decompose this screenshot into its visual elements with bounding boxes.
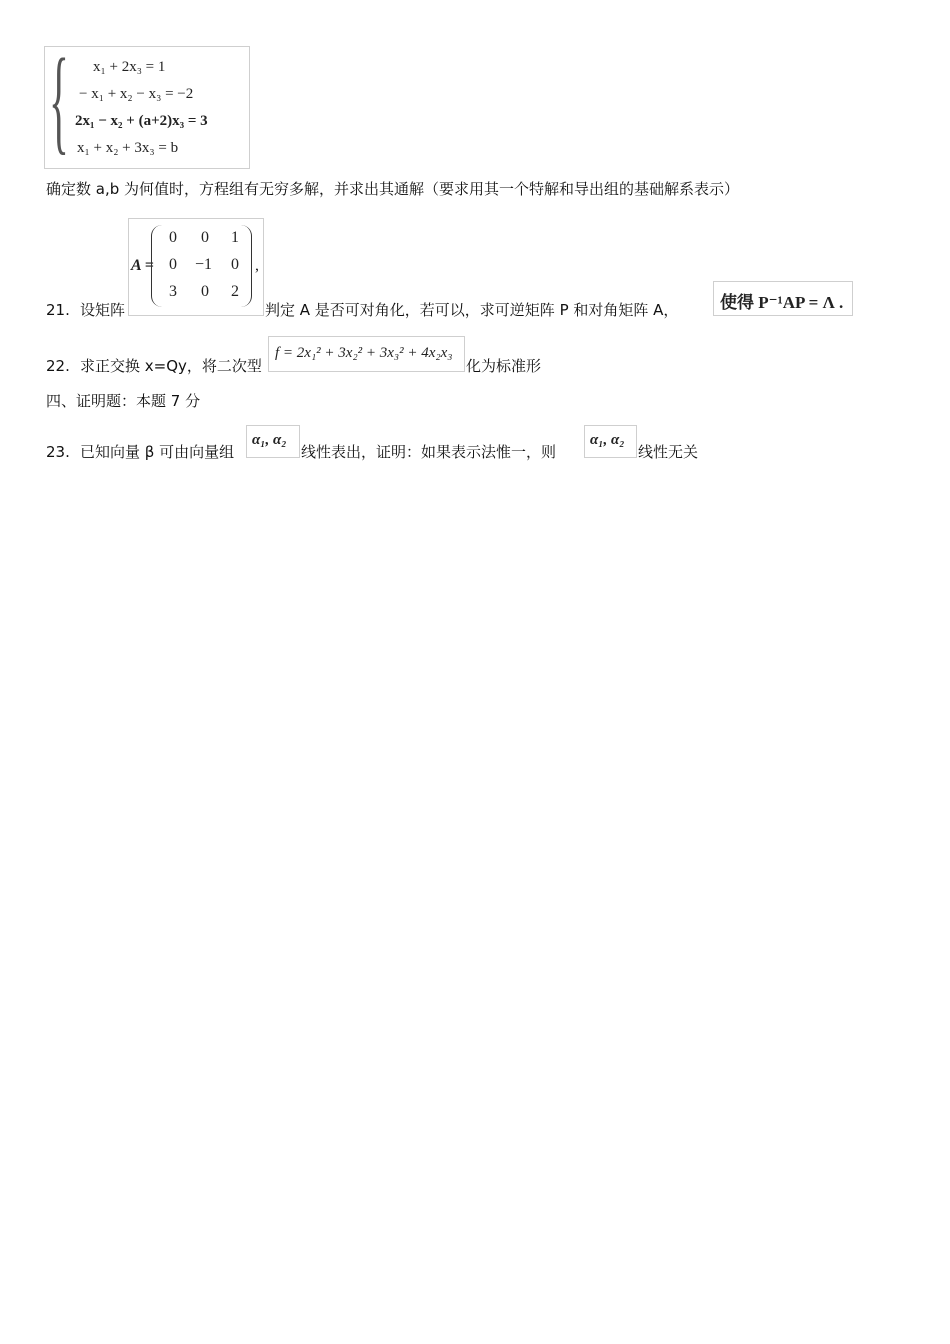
- q23-vector-1: α₁, α₂: [252, 432, 287, 448]
- left-brace: {: [49, 34, 69, 165]
- equation-system-image: [44, 34, 250, 169]
- matrix-suffix: ,: [255, 257, 259, 274]
- equation-row-1: x₁ + 2x₃ = 1: [93, 59, 166, 75]
- q23-lead: 已知向量 β 可由向量组: [80, 443, 235, 461]
- q22-number: 22.: [46, 357, 70, 375]
- q23-number: 23.: [46, 443, 70, 461]
- q23-vector-image-2: [584, 425, 637, 458]
- right-paren: [241, 225, 252, 307]
- matrix-cell-0-1: 0: [201, 229, 209, 246]
- equation-row-3: 2x₁ − x₂ + (a+2)x₃ = 3: [75, 113, 208, 129]
- left-paren: [151, 225, 162, 307]
- q22-tail: 化为标准形: [466, 357, 542, 375]
- equation-row-2: − x₁ + x₂ − x₃ = −2: [79, 86, 194, 102]
- q22-formula-image: [268, 336, 465, 372]
- matrix-cell-1-0: 0: [169, 256, 177, 273]
- q20-text: 确定数 a,b 为何值时，方程组有无穷多解，并求出其通解（要求用其一个特解和导出组的基础解系表示）: [46, 180, 740, 198]
- q21-number: 21.: [46, 301, 70, 319]
- q23-vector-image-1: [246, 425, 300, 458]
- q21-middle: 判定 A 是否可对角化，若可以，求可逆矩阵 P 和对角矩阵 A，: [265, 301, 679, 319]
- matrix-cell-2-1: 0: [201, 283, 209, 300]
- matrix-label: A =: [131, 257, 154, 274]
- matrix-cell-0-2: 1: [231, 229, 239, 246]
- q21-lead: 设矩阵: [80, 301, 126, 319]
- equation-row-4: x₁ + x₂ + 3x₃ = b: [77, 140, 179, 156]
- matrix-cell-1-2: 0: [231, 256, 239, 273]
- q23-vector-2: α₁, α₂: [590, 432, 625, 448]
- matrix-cell-0-0: 0: [169, 229, 177, 246]
- matrix-cell-1-1: −1: [195, 256, 213, 273]
- q22-formula: f = 2x₁² + 3x₂² + 3x₃² + 4x₂x₃: [275, 345, 453, 361]
- section-4-heading: 四、证明题：本题 7 分: [46, 392, 201, 410]
- q23-middle: 线性表出，证明：如果表示法惟一，则: [301, 443, 557, 461]
- q21-formula: 使得 P⁻¹AP = Λ .: [720, 293, 844, 312]
- q21-formula-image: [713, 281, 853, 316]
- matrix-cell-2-2: 2: [231, 283, 239, 300]
- q22-lead: 求正交换 x=Qy，将二次型: [80, 357, 262, 375]
- q23-tail: 线性无关: [638, 443, 699, 461]
- matrix-a-image: [128, 218, 264, 316]
- matrix-cell-2-0: 3: [169, 283, 177, 300]
